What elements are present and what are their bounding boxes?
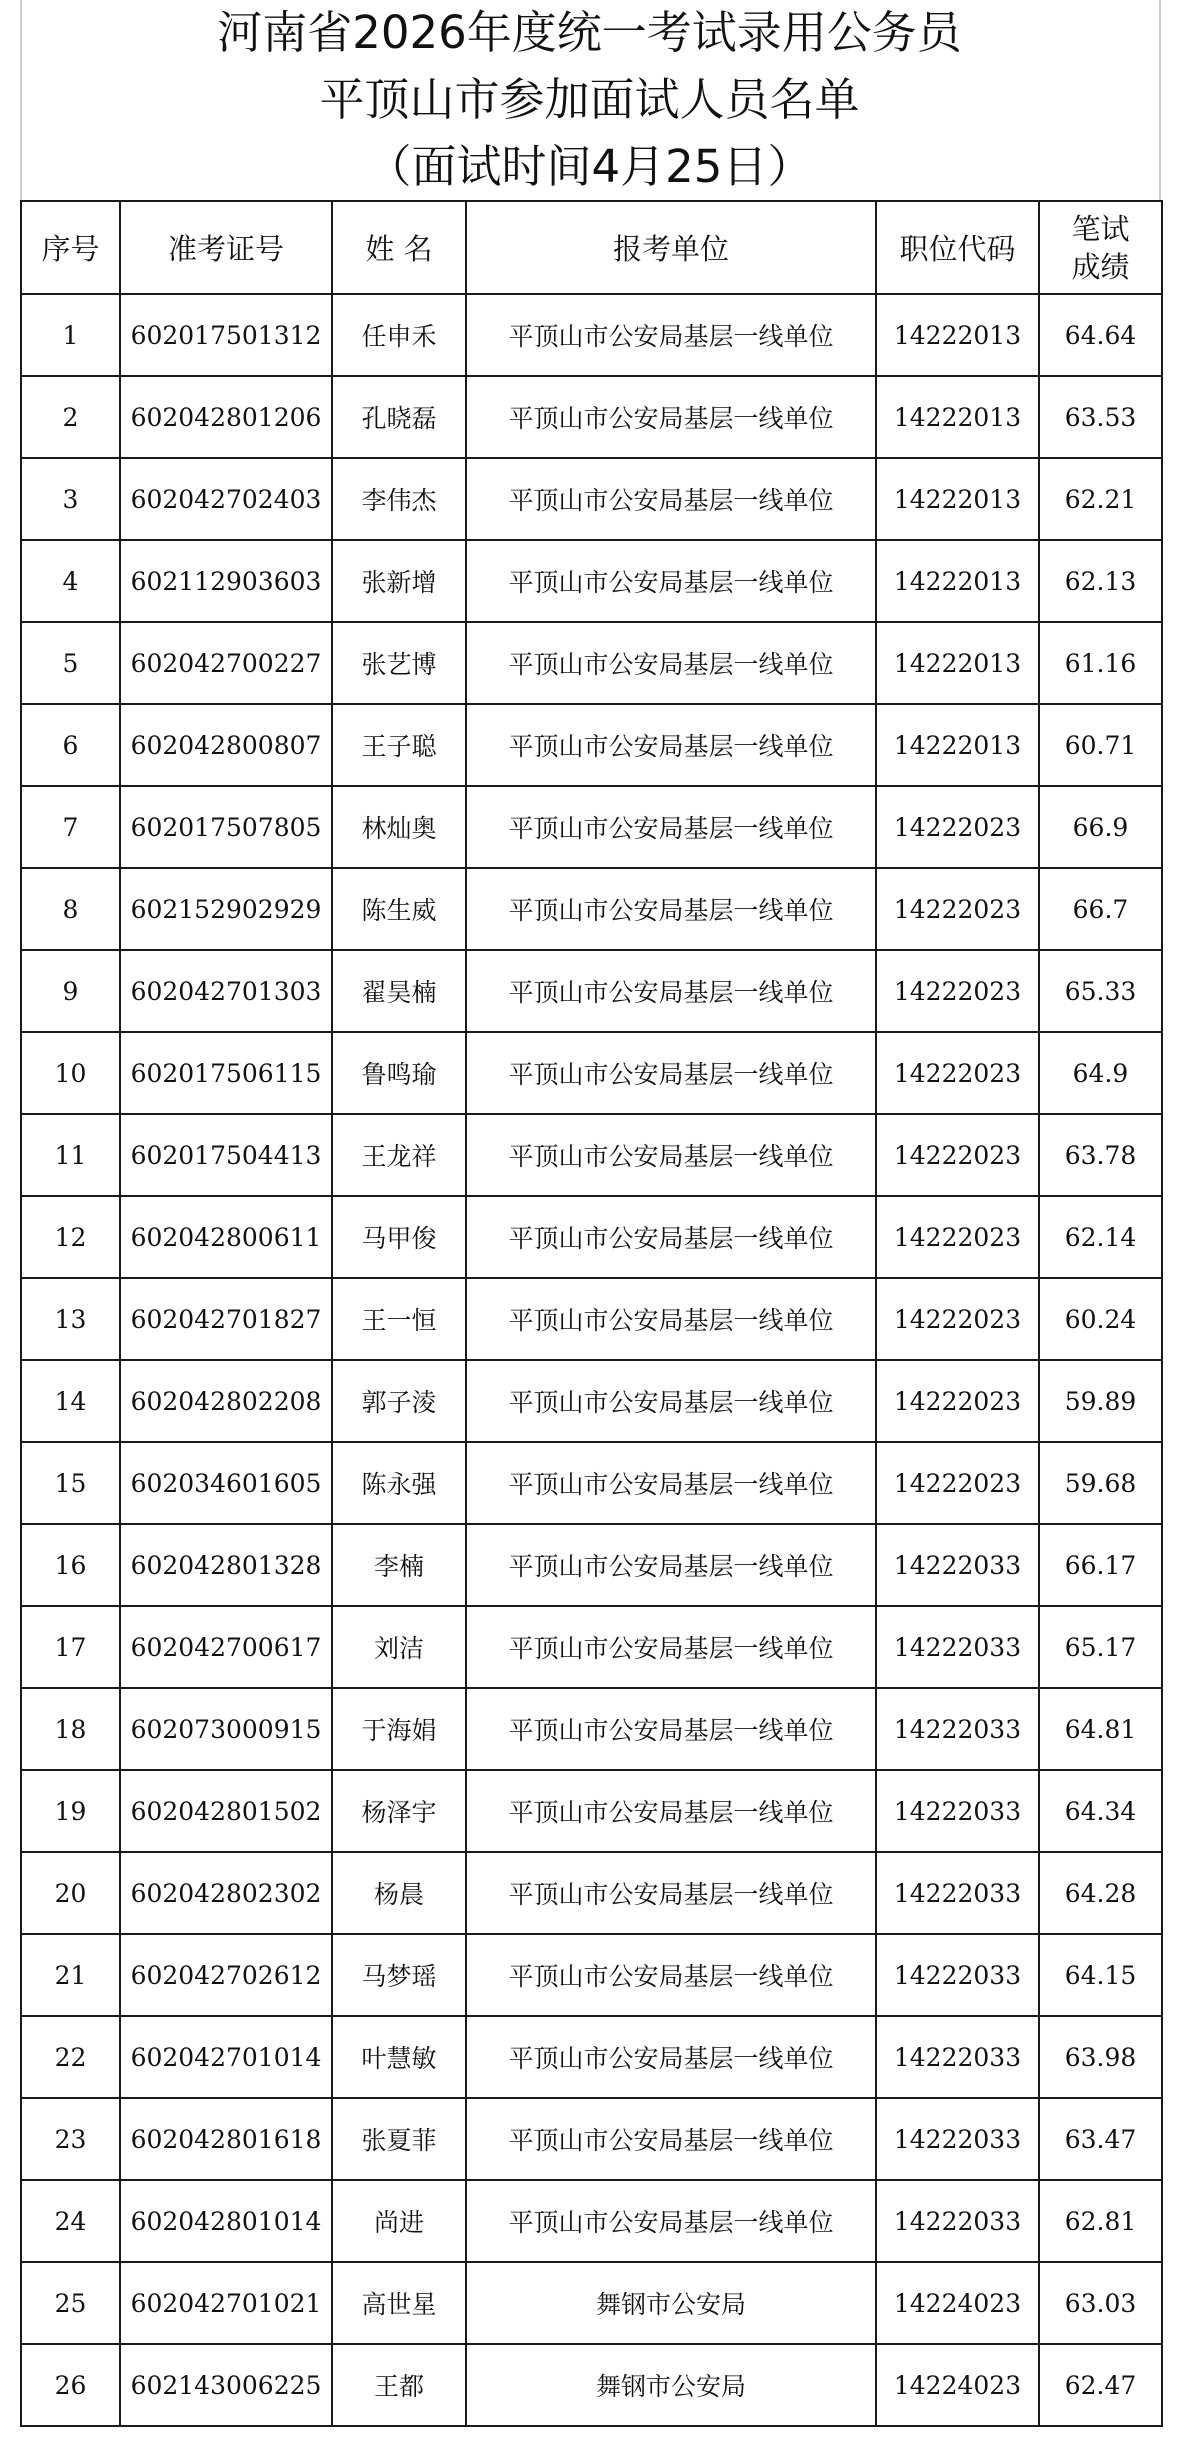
cell-exam-id: 602042800807 bbox=[120, 704, 332, 786]
cell-unit: 平顶山市公安局基层一线单位 bbox=[466, 2180, 876, 2262]
cell-seq: 26 bbox=[21, 2344, 120, 2426]
cell-score: 59.68 bbox=[1039, 1442, 1162, 1524]
cell-exam-id: 602042701303 bbox=[120, 950, 332, 1032]
cell-seq: 16 bbox=[21, 1524, 120, 1606]
cell-name: 鲁鸣瑜 bbox=[332, 1032, 466, 1114]
cell-seq: 22 bbox=[21, 2016, 120, 2098]
cell-position-code: 14222033 bbox=[876, 1524, 1039, 1606]
cell-name: 陈永强 bbox=[332, 1442, 466, 1524]
cell-exam-id: 602042801502 bbox=[120, 1770, 332, 1852]
cell-name: 张新增 bbox=[332, 540, 466, 622]
cell-seq: 19 bbox=[21, 1770, 120, 1852]
cell-position-code: 14222033 bbox=[876, 1852, 1039, 1934]
cell-position-code: 14222023 bbox=[876, 868, 1039, 950]
column-header-position-code: 职位代码 bbox=[876, 201, 1039, 294]
cell-score: 64.81 bbox=[1039, 1688, 1162, 1770]
column-header-name: 姓 名 bbox=[332, 201, 466, 294]
cell-position-code: 14222023 bbox=[876, 1196, 1039, 1278]
cell-exam-id: 602042801328 bbox=[120, 1524, 332, 1606]
column-header-exam-id: 准考证号 bbox=[120, 201, 332, 294]
cell-position-code: 14222033 bbox=[876, 2098, 1039, 2180]
column-header-seq: 序号 bbox=[21, 201, 120, 294]
cell-score: 65.33 bbox=[1039, 950, 1162, 1032]
cell-seq: 15 bbox=[21, 1442, 120, 1524]
cell-exam-id: 602042701014 bbox=[120, 2016, 332, 2098]
score-header-line1: 笔试 bbox=[1071, 211, 1130, 246]
table-row bbox=[21, 622, 1162, 704]
cell-unit: 平顶山市公安局基层一线单位 bbox=[466, 1360, 876, 1442]
cell-score: 65.17 bbox=[1039, 1606, 1162, 1688]
cell-score: 59.89 bbox=[1039, 1360, 1162, 1442]
table-row bbox=[21, 376, 1162, 458]
cell-score: 66.7 bbox=[1039, 868, 1162, 950]
column-header-score bbox=[1039, 201, 1162, 294]
cell-position-code: 14222013 bbox=[876, 622, 1039, 704]
cell-position-code: 14222023 bbox=[876, 950, 1039, 1032]
table-row bbox=[21, 1114, 1162, 1196]
cell-seq: 12 bbox=[21, 1196, 120, 1278]
cell-exam-id: 602034601605 bbox=[120, 1442, 332, 1524]
cell-unit: 平顶山市公安局基层一线单位 bbox=[466, 458, 876, 540]
cell-name: 李楠 bbox=[332, 1524, 466, 1606]
cell-score: 63.98 bbox=[1039, 2016, 1162, 2098]
cell-score: 66.9 bbox=[1039, 786, 1162, 868]
cell-position-code: 14222033 bbox=[876, 1770, 1039, 1852]
cell-unit: 平顶山市公安局基层一线单位 bbox=[466, 622, 876, 704]
cell-unit: 平顶山市公安局基层一线单位 bbox=[466, 540, 876, 622]
document-subtitle: 平顶山市参加面试人员名单 bbox=[319, 73, 860, 126]
table-row bbox=[21, 950, 1162, 1032]
cell-name: 杨晨 bbox=[332, 1852, 466, 1934]
cell-score: 64.34 bbox=[1039, 1770, 1162, 1852]
cell-exam-id: 602042801014 bbox=[120, 2180, 332, 2262]
cell-score: 64.64 bbox=[1039, 294, 1162, 376]
cell-name: 林灿奥 bbox=[332, 786, 466, 868]
cell-unit: 平顶山市公安局基层一线单位 bbox=[466, 786, 876, 868]
cell-unit: 平顶山市公安局基层一线单位 bbox=[466, 704, 876, 786]
cell-exam-id: 602042801206 bbox=[120, 376, 332, 458]
cell-position-code: 14222013 bbox=[876, 540, 1039, 622]
cell-seq: 18 bbox=[21, 1688, 120, 1770]
cell-exam-id: 602042700227 bbox=[120, 622, 332, 704]
cell-seq: 21 bbox=[21, 1934, 120, 2016]
cell-exam-id: 602017507805 bbox=[120, 786, 332, 868]
score-header-line2: 成绩 bbox=[1071, 249, 1130, 284]
table-row bbox=[21, 458, 1162, 540]
cell-unit: 平顶山市公安局基层一线单位 bbox=[466, 1688, 876, 1770]
cell-seq: 11 bbox=[21, 1114, 120, 1196]
cell-seq: 9 bbox=[21, 950, 120, 1032]
cell-unit: 平顶山市公安局基层一线单位 bbox=[466, 294, 876, 376]
cell-score: 62.13 bbox=[1039, 540, 1162, 622]
cell-score: 64.9 bbox=[1039, 1032, 1162, 1114]
cell-exam-id: 602073000915 bbox=[120, 1688, 332, 1770]
cell-score: 62.81 bbox=[1039, 2180, 1162, 2262]
cell-seq: 7 bbox=[21, 786, 120, 868]
cell-unit: 平顶山市公安局基层一线单位 bbox=[466, 2016, 876, 2098]
cell-name: 王都 bbox=[332, 2344, 466, 2426]
cell-exam-id: 602042700617 bbox=[120, 1606, 332, 1688]
cell-score: 62.14 bbox=[1039, 1196, 1162, 1278]
cell-position-code: 14222023 bbox=[876, 1278, 1039, 1360]
cell-seq: 23 bbox=[21, 2098, 120, 2180]
cell-score: 63.53 bbox=[1039, 376, 1162, 458]
column-header-unit: 报考单位 bbox=[466, 201, 876, 294]
cell-name: 于海娟 bbox=[332, 1688, 466, 1770]
table-row bbox=[21, 1360, 1162, 1442]
table-row bbox=[21, 2016, 1162, 2098]
table-body bbox=[21, 294, 1162, 2426]
cell-exam-id: 602017501312 bbox=[120, 294, 332, 376]
cell-unit: 平顶山市公安局基层一线单位 bbox=[466, 2098, 876, 2180]
cell-seq: 6 bbox=[21, 704, 120, 786]
cell-score: 62.47 bbox=[1039, 2344, 1162, 2426]
table-row bbox=[21, 1524, 1162, 1606]
cell-score: 66.17 bbox=[1039, 1524, 1162, 1606]
cell-score: 63.03 bbox=[1039, 2262, 1162, 2344]
cell-score: 64.28 bbox=[1039, 1852, 1162, 1934]
cell-score: 60.24 bbox=[1039, 1278, 1162, 1360]
cell-position-code: 14222033 bbox=[876, 1606, 1039, 1688]
cell-name: 杨泽宇 bbox=[332, 1770, 466, 1852]
cell-exam-id: 602112903603 bbox=[120, 540, 332, 622]
cell-seq: 1 bbox=[21, 294, 120, 376]
cell-score: 62.21 bbox=[1039, 458, 1162, 540]
cell-name: 尚进 bbox=[332, 2180, 466, 2262]
table-row bbox=[21, 868, 1162, 950]
cell-seq: 3 bbox=[21, 458, 120, 540]
cell-unit: 舞钢市公安局 bbox=[466, 2344, 876, 2426]
cell-seq: 2 bbox=[21, 376, 120, 458]
cell-seq: 5 bbox=[21, 622, 120, 704]
cell-name: 陈生威 bbox=[332, 868, 466, 950]
cell-position-code: 14222023 bbox=[876, 1114, 1039, 1196]
cell-unit: 平顶山市公安局基层一线单位 bbox=[466, 376, 876, 458]
cell-exam-id: 602017504413 bbox=[120, 1114, 332, 1196]
table-header-row bbox=[21, 201, 1162, 294]
cell-unit: 平顶山市公安局基层一线单位 bbox=[466, 1196, 876, 1278]
interview-date-note: （面试时间4月25日） bbox=[366, 140, 813, 193]
cell-name: 刘洁 bbox=[332, 1606, 466, 1688]
cell-position-code: 14222033 bbox=[876, 2180, 1039, 2262]
cell-score: 63.47 bbox=[1039, 2098, 1162, 2180]
cell-exam-id: 602042702403 bbox=[120, 458, 332, 540]
cell-unit: 平顶山市公安局基层一线单位 bbox=[466, 868, 876, 950]
cell-exam-id: 602017506115 bbox=[120, 1032, 332, 1114]
cell-position-code: 14222033 bbox=[876, 1688, 1039, 1770]
table-row bbox=[21, 1606, 1162, 1688]
cell-exam-id: 602042800611 bbox=[120, 1196, 332, 1278]
cell-exam-id: 602152902929 bbox=[120, 868, 332, 950]
table-row bbox=[21, 2344, 1162, 2426]
cell-exam-id: 602042802208 bbox=[120, 1360, 332, 1442]
cell-exam-id: 602042702612 bbox=[120, 1934, 332, 2016]
cell-seq: 8 bbox=[21, 868, 120, 950]
table-row bbox=[21, 1196, 1162, 1278]
cell-unit: 平顶山市公安局基层一线单位 bbox=[466, 1770, 876, 1852]
cell-position-code: 14222013 bbox=[876, 376, 1039, 458]
cell-name: 马甲俊 bbox=[332, 1196, 466, 1278]
cell-unit: 平顶山市公安局基层一线单位 bbox=[466, 1852, 876, 1934]
cell-name: 王一恒 bbox=[332, 1278, 466, 1360]
table-row bbox=[21, 1442, 1162, 1524]
cell-name: 李伟杰 bbox=[332, 458, 466, 540]
cell-unit: 平顶山市公安局基层一线单位 bbox=[466, 1606, 876, 1688]
document-title: 河南省2026年度统一考试录用公务员 bbox=[217, 6, 962, 59]
cell-seq: 17 bbox=[21, 1606, 120, 1688]
cell-position-code: 14222013 bbox=[876, 704, 1039, 786]
cell-position-code: 14224023 bbox=[876, 2262, 1039, 2344]
cell-seq: 14 bbox=[21, 1360, 120, 1442]
cell-position-code: 14222023 bbox=[876, 1360, 1039, 1442]
cell-name: 叶慧敏 bbox=[332, 2016, 466, 2098]
table-row bbox=[21, 1688, 1162, 1770]
cell-name: 王子聪 bbox=[332, 704, 466, 786]
cell-name: 孔晓磊 bbox=[332, 376, 466, 458]
cell-position-code: 14222033 bbox=[876, 2016, 1039, 2098]
cell-seq: 25 bbox=[21, 2262, 120, 2344]
table-row bbox=[21, 1032, 1162, 1114]
cell-name: 任申禾 bbox=[332, 294, 466, 376]
cell-position-code: 14222033 bbox=[876, 1934, 1039, 2016]
candidate-table bbox=[20, 200, 1163, 2427]
table-row bbox=[21, 1852, 1162, 1934]
cell-position-code: 14222013 bbox=[876, 458, 1039, 540]
cell-score: 63.78 bbox=[1039, 1114, 1162, 1196]
cell-unit: 平顶山市公安局基层一线单位 bbox=[466, 1114, 876, 1196]
cell-exam-id: 602042802302 bbox=[120, 1852, 332, 1934]
cell-unit: 平顶山市公安局基层一线单位 bbox=[466, 1524, 876, 1606]
cell-seq: 24 bbox=[21, 2180, 120, 2262]
cell-position-code: 14222023 bbox=[876, 786, 1039, 868]
cell-score: 64.15 bbox=[1039, 1934, 1162, 2016]
cell-exam-id: 602042701827 bbox=[120, 1278, 332, 1360]
cell-seq: 20 bbox=[21, 1852, 120, 1934]
table-row bbox=[21, 294, 1162, 376]
cell-score: 61.16 bbox=[1039, 622, 1162, 704]
cell-exam-id: 602042701021 bbox=[120, 2262, 332, 2344]
table-row bbox=[21, 2262, 1162, 2344]
cell-seq: 10 bbox=[21, 1032, 120, 1114]
cell-name: 王龙祥 bbox=[332, 1114, 466, 1196]
cell-unit: 平顶山市公安局基层一线单位 bbox=[466, 1934, 876, 2016]
table-row bbox=[21, 2180, 1162, 2262]
cell-position-code: 14222023 bbox=[876, 1442, 1039, 1524]
cell-name: 高世星 bbox=[332, 2262, 466, 2344]
table-row bbox=[21, 540, 1162, 622]
table-row bbox=[21, 704, 1162, 786]
cell-score: 60.71 bbox=[1039, 704, 1162, 786]
table-row bbox=[21, 1934, 1162, 2016]
table-row bbox=[21, 786, 1162, 868]
cell-unit: 平顶山市公安局基层一线单位 bbox=[466, 950, 876, 1032]
cell-name: 翟昊楠 bbox=[332, 950, 466, 1032]
cell-unit: 平顶山市公安局基层一线单位 bbox=[466, 1032, 876, 1114]
cell-name: 张夏菲 bbox=[332, 2098, 466, 2180]
cell-position-code: 14222023 bbox=[876, 1032, 1039, 1114]
table-row bbox=[21, 1278, 1162, 1360]
cell-name: 郭子淩 bbox=[332, 1360, 466, 1442]
cell-exam-id: 602143006225 bbox=[120, 2344, 332, 2426]
cell-unit: 平顶山市公安局基层一线单位 bbox=[466, 1278, 876, 1360]
cell-position-code: 14222013 bbox=[876, 294, 1039, 376]
cell-unit: 平顶山市公安局基层一线单位 bbox=[466, 1442, 876, 1524]
cell-seq: 13 bbox=[21, 1278, 120, 1360]
cell-seq: 4 bbox=[21, 540, 120, 622]
cell-exam-id: 602042801618 bbox=[120, 2098, 332, 2180]
table-row bbox=[21, 2098, 1162, 2180]
table-row bbox=[21, 1770, 1162, 1852]
cell-name: 马梦瑶 bbox=[332, 1934, 466, 2016]
cell-name: 张艺博 bbox=[332, 622, 466, 704]
cell-unit: 舞钢市公安局 bbox=[466, 2262, 876, 2344]
cell-position-code: 14224023 bbox=[876, 2344, 1039, 2426]
